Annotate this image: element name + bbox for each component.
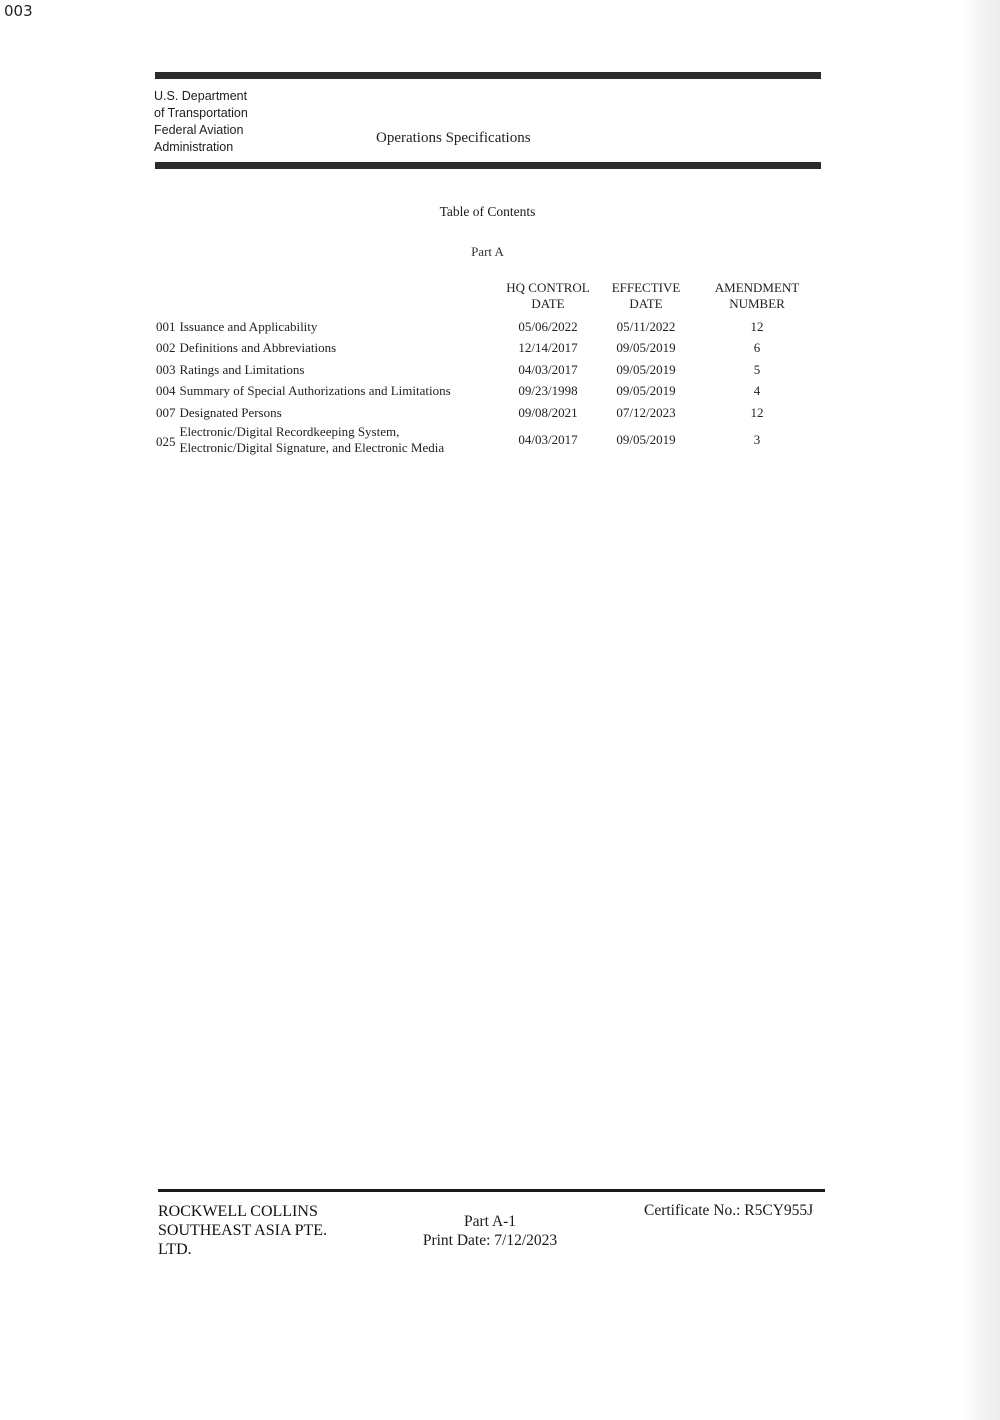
document-title: Operations Specifications [376,130,531,146]
header-effective-line2: DATE [629,296,663,311]
toc-row [156,359,820,381]
amendment-number: 5 [753,361,761,377]
effective-date: 07/12/2023 [616,404,676,420]
item-number: 002 [156,340,176,356]
company-line: LTD. [158,1241,192,1258]
amendment-number: 6 [753,340,761,356]
item-title-line: Electronic/Digital Signature, and Electronic Media [179,439,445,455]
agency-line: Federal Aviation [154,123,244,137]
item-title: Issuance and Applicability [179,318,318,334]
effective-date: 05/11/2022 [616,318,676,334]
toc-item [156,316,498,338]
header-amendment-line2: NUMBER [729,296,785,311]
item-number: 001 [156,318,176,334]
header-hq-line2: DATE [531,296,565,311]
item-title: Ratings and Limitations [179,361,305,377]
header-hq-line1: HQ CONTROL [506,280,590,295]
hq-date: 04/03/2017 [518,361,578,377]
hq-date: 05/06/2022 [518,318,578,334]
header-amendment-number [694,280,820,316]
header-top-rule [155,72,821,79]
effective-date: 09/05/2019 [616,431,676,447]
amendment-number: 12 [750,404,764,420]
header-effective-date [598,280,694,316]
amendment-number: 12 [750,318,764,334]
toc-item [156,338,498,360]
toc-table [156,280,820,456]
agency-line: of Transportation [154,106,248,120]
part-title: Part A [471,244,504,259]
effective-date: 09/05/2019 [616,361,676,377]
header-effective-line1: EFFECTIVE [611,280,681,295]
footer-rule [158,1189,825,1192]
agency-line: U.S. Department [154,89,248,103]
company-name [158,1202,327,1259]
effective-date: 09/05/2019 [616,383,676,399]
print-date: Print Date: 7/12/2023 [422,1232,558,1249]
toc-item [156,424,498,456]
item-number: 004 [156,383,176,399]
toc-row [156,316,820,338]
item-title: Designated Persons [179,404,282,420]
agency-block [154,88,248,156]
item-number: 025 [156,433,176,449]
toc-header-row [156,280,820,316]
company-line: ROCKWELL COLLINS [158,1203,318,1220]
amendment-number: 4 [753,383,761,399]
header-hq-control-date [498,280,598,316]
company-line: SOUTHEAST ASIA PTE. [158,1222,328,1239]
part-page-number: Part A-1 [463,1213,517,1230]
toc-item [156,359,498,381]
item-title-line: Electronic/Digital Recordkeeping System, [179,423,400,439]
hq-date: 09/08/2021 [518,404,578,420]
item-title: Summary of Special Authorizations and Limitations [179,383,451,399]
toc-row [156,402,820,424]
effective-date: 09/05/2019 [616,340,676,356]
toc-row [156,424,820,456]
toc-item [156,381,498,403]
hq-date: 09/23/1998 [518,383,578,399]
header-item [156,280,498,316]
toc-row [156,381,820,403]
agency-line: Administration [154,140,234,154]
header-bottom-rule [155,162,821,169]
item-title: Definitions and Abbreviations [179,340,337,356]
hq-date: 04/03/2017 [518,431,578,447]
item-number: 007 [156,404,176,420]
page-reference [400,1212,580,1250]
toc-row [156,338,820,360]
certificate-number: Certificate No.: R5CY955J [644,1202,814,1219]
toc-item [156,402,498,424]
header-amendment-line1: AMENDMENT [714,280,800,295]
hq-date: 12/14/2017 [518,340,578,356]
page-number: 003 [4,2,33,20]
item-number: 003 [156,361,176,377]
item-title [180,424,445,456]
amendment-number: 3 [753,431,761,447]
toc-title: Table of Contents [439,204,536,219]
